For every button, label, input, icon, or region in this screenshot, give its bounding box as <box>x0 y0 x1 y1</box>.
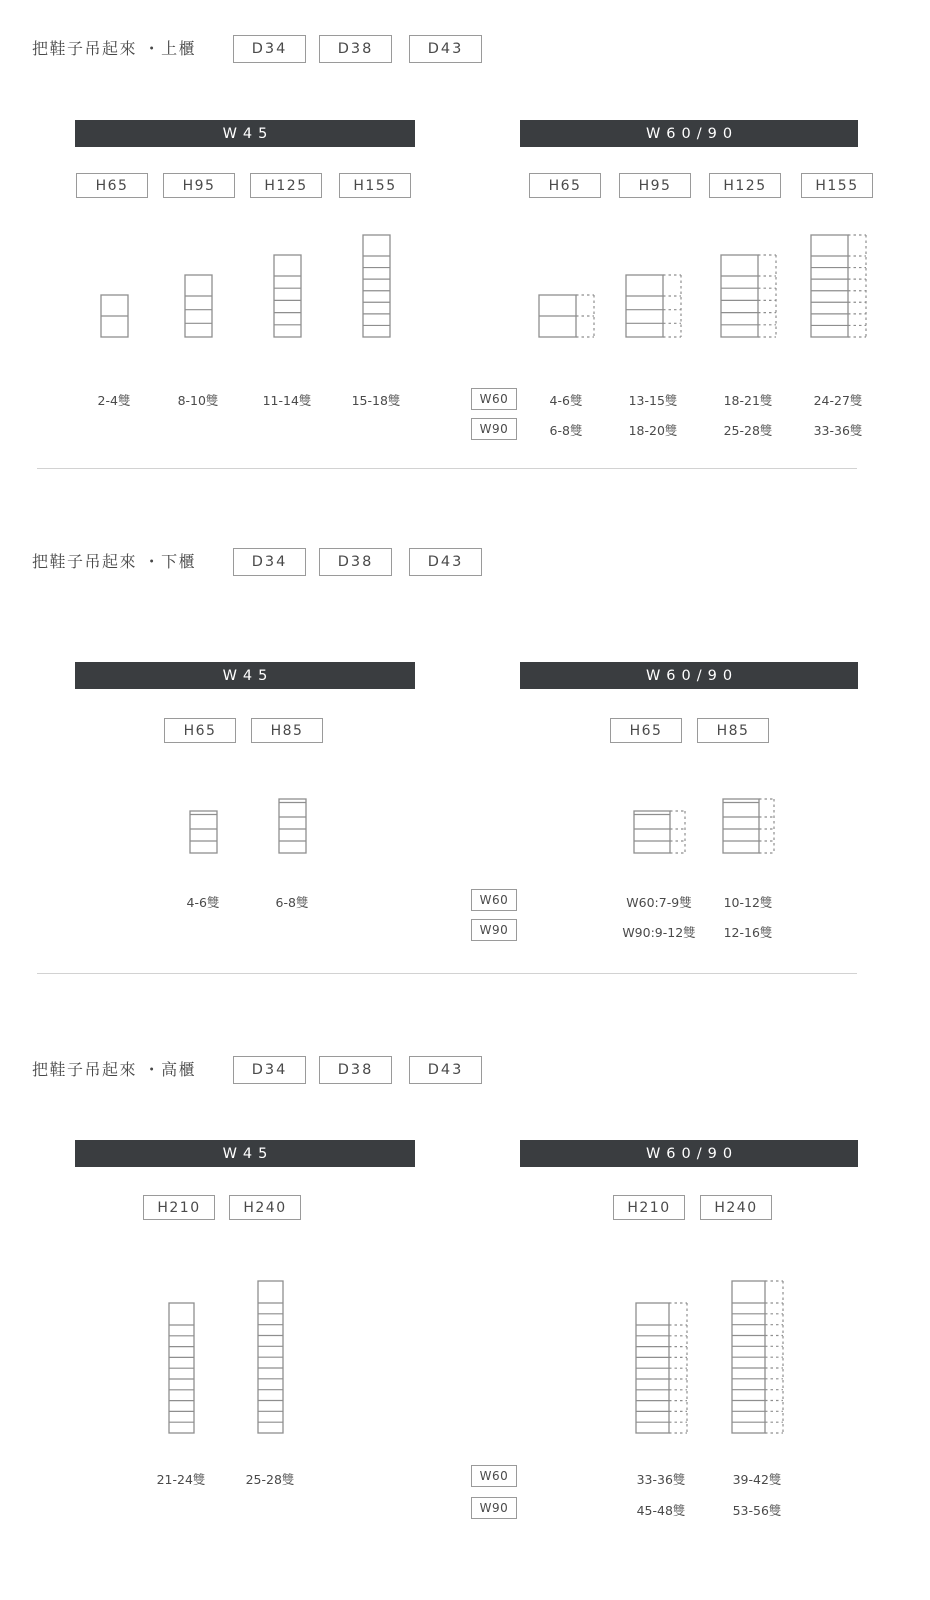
capacity-label: 8-10雙 <box>177 393 219 408</box>
cabinet-diagram <box>257 1280 284 1434</box>
cabinet-diagram <box>168 1302 195 1434</box>
height-option-box: H85 <box>251 718 323 743</box>
capacity-label: 39-42雙 <box>732 1472 782 1487</box>
cabinet-diagram <box>720 254 777 338</box>
cabinet-diagram <box>184 274 213 338</box>
capacity-label: 12-16雙 <box>723 925 773 940</box>
capacity-label: 18-20雙 <box>628 423 678 438</box>
section-title: 把鞋子吊起來 ・上櫃 <box>32 39 197 58</box>
width-header-bar: W45 <box>75 1140 415 1167</box>
capacity-label: 33-36雙 <box>813 423 863 438</box>
height-option-box: H240 <box>229 1195 301 1220</box>
height-option-box: H65 <box>164 718 236 743</box>
cabinet-diagram <box>625 274 682 338</box>
depth-option-box: D34 <box>233 1056 306 1084</box>
width-header-bar: W45 <box>75 120 415 147</box>
cabinet-diagram <box>100 294 129 338</box>
depth-option-box: D38 <box>319 35 392 63</box>
section-title: 把鞋子吊起來 ・下櫃 <box>32 552 197 571</box>
capacity-label: 33-36雙 <box>636 1472 686 1487</box>
cabinet-diagram <box>189 810 218 854</box>
section-divider <box>37 468 857 469</box>
height-option-box: H210 <box>143 1195 215 1220</box>
width-tag-box: W90 <box>471 919 517 941</box>
capacity-label: 13-15雙 <box>628 393 678 408</box>
cabinet-diagram <box>633 810 686 854</box>
capacity-label: 4-6雙 <box>549 393 583 408</box>
depth-option-box: D38 <box>319 548 392 576</box>
depth-option-box: D43 <box>409 548 482 576</box>
capacity-label: 45-48雙 <box>636 1503 686 1518</box>
width-tag-box: W90 <box>471 418 517 440</box>
capacity-label: 11-14雙 <box>262 393 312 408</box>
capacity-label: 6-8雙 <box>275 895 309 910</box>
cabinet-diagram <box>810 234 867 338</box>
cabinet-diagram <box>362 234 391 338</box>
capacity-label: 2-4雙 <box>97 393 131 408</box>
height-option-box: H95 <box>619 173 691 198</box>
capacity-label: 21-24雙 <box>156 1472 206 1487</box>
capacity-label: 10-12雙 <box>723 895 773 910</box>
section-title: 把鞋子吊起來 ・高櫃 <box>32 1060 197 1079</box>
height-option-box: H155 <box>801 173 873 198</box>
height-option-box: H65 <box>610 718 682 743</box>
depth-option-box: D43 <box>409 1056 482 1084</box>
capacity-label: 53-56雙 <box>732 1503 782 1518</box>
width-tag-box: W90 <box>471 1497 517 1519</box>
depth-option-box: D38 <box>319 1056 392 1084</box>
width-tag-box: W60 <box>471 1465 517 1487</box>
height-option-box: H85 <box>697 718 769 743</box>
cabinet-diagram <box>278 798 307 854</box>
cabinet-diagram <box>635 1302 688 1434</box>
width-header-bar: W60/90 <box>520 120 858 147</box>
width-tag-box: W60 <box>471 388 517 410</box>
height-option-box: H65 <box>76 173 148 198</box>
height-option-box: H155 <box>339 173 411 198</box>
depth-option-box: D34 <box>233 35 306 63</box>
capacity-label: W60:7-9雙 <box>626 895 692 910</box>
height-option-box: H65 <box>529 173 601 198</box>
width-header-bar: W60/90 <box>520 1140 858 1167</box>
capacity-label: 6-8雙 <box>549 423 583 438</box>
cabinet-diagram <box>538 294 595 338</box>
cabinet-diagram <box>731 1280 784 1434</box>
height-option-box: H210 <box>613 1195 685 1220</box>
capacity-label: 18-21雙 <box>723 393 773 408</box>
capacity-label: 15-18雙 <box>351 393 401 408</box>
depth-option-box: D34 <box>233 548 306 576</box>
height-option-box: H125 <box>250 173 322 198</box>
width-header-bar: W60/90 <box>520 662 858 689</box>
height-option-box: H125 <box>709 173 781 198</box>
depth-option-box: D43 <box>409 35 482 63</box>
height-option-box: H240 <box>700 1195 772 1220</box>
width-header-bar: W45 <box>75 662 415 689</box>
capacity-label: 25-28雙 <box>723 423 773 438</box>
cabinet-diagram <box>722 798 775 854</box>
capacity-label: 25-28雙 <box>245 1472 295 1487</box>
cabinet-diagram <box>273 254 302 338</box>
height-option-box: H95 <box>163 173 235 198</box>
capacity-label: W90:9-12雙 <box>622 925 696 940</box>
width-tag-box: W60 <box>471 889 517 911</box>
capacity-label: 4-6雙 <box>186 895 220 910</box>
capacity-label: 24-27雙 <box>813 393 863 408</box>
section-divider <box>37 973 857 974</box>
